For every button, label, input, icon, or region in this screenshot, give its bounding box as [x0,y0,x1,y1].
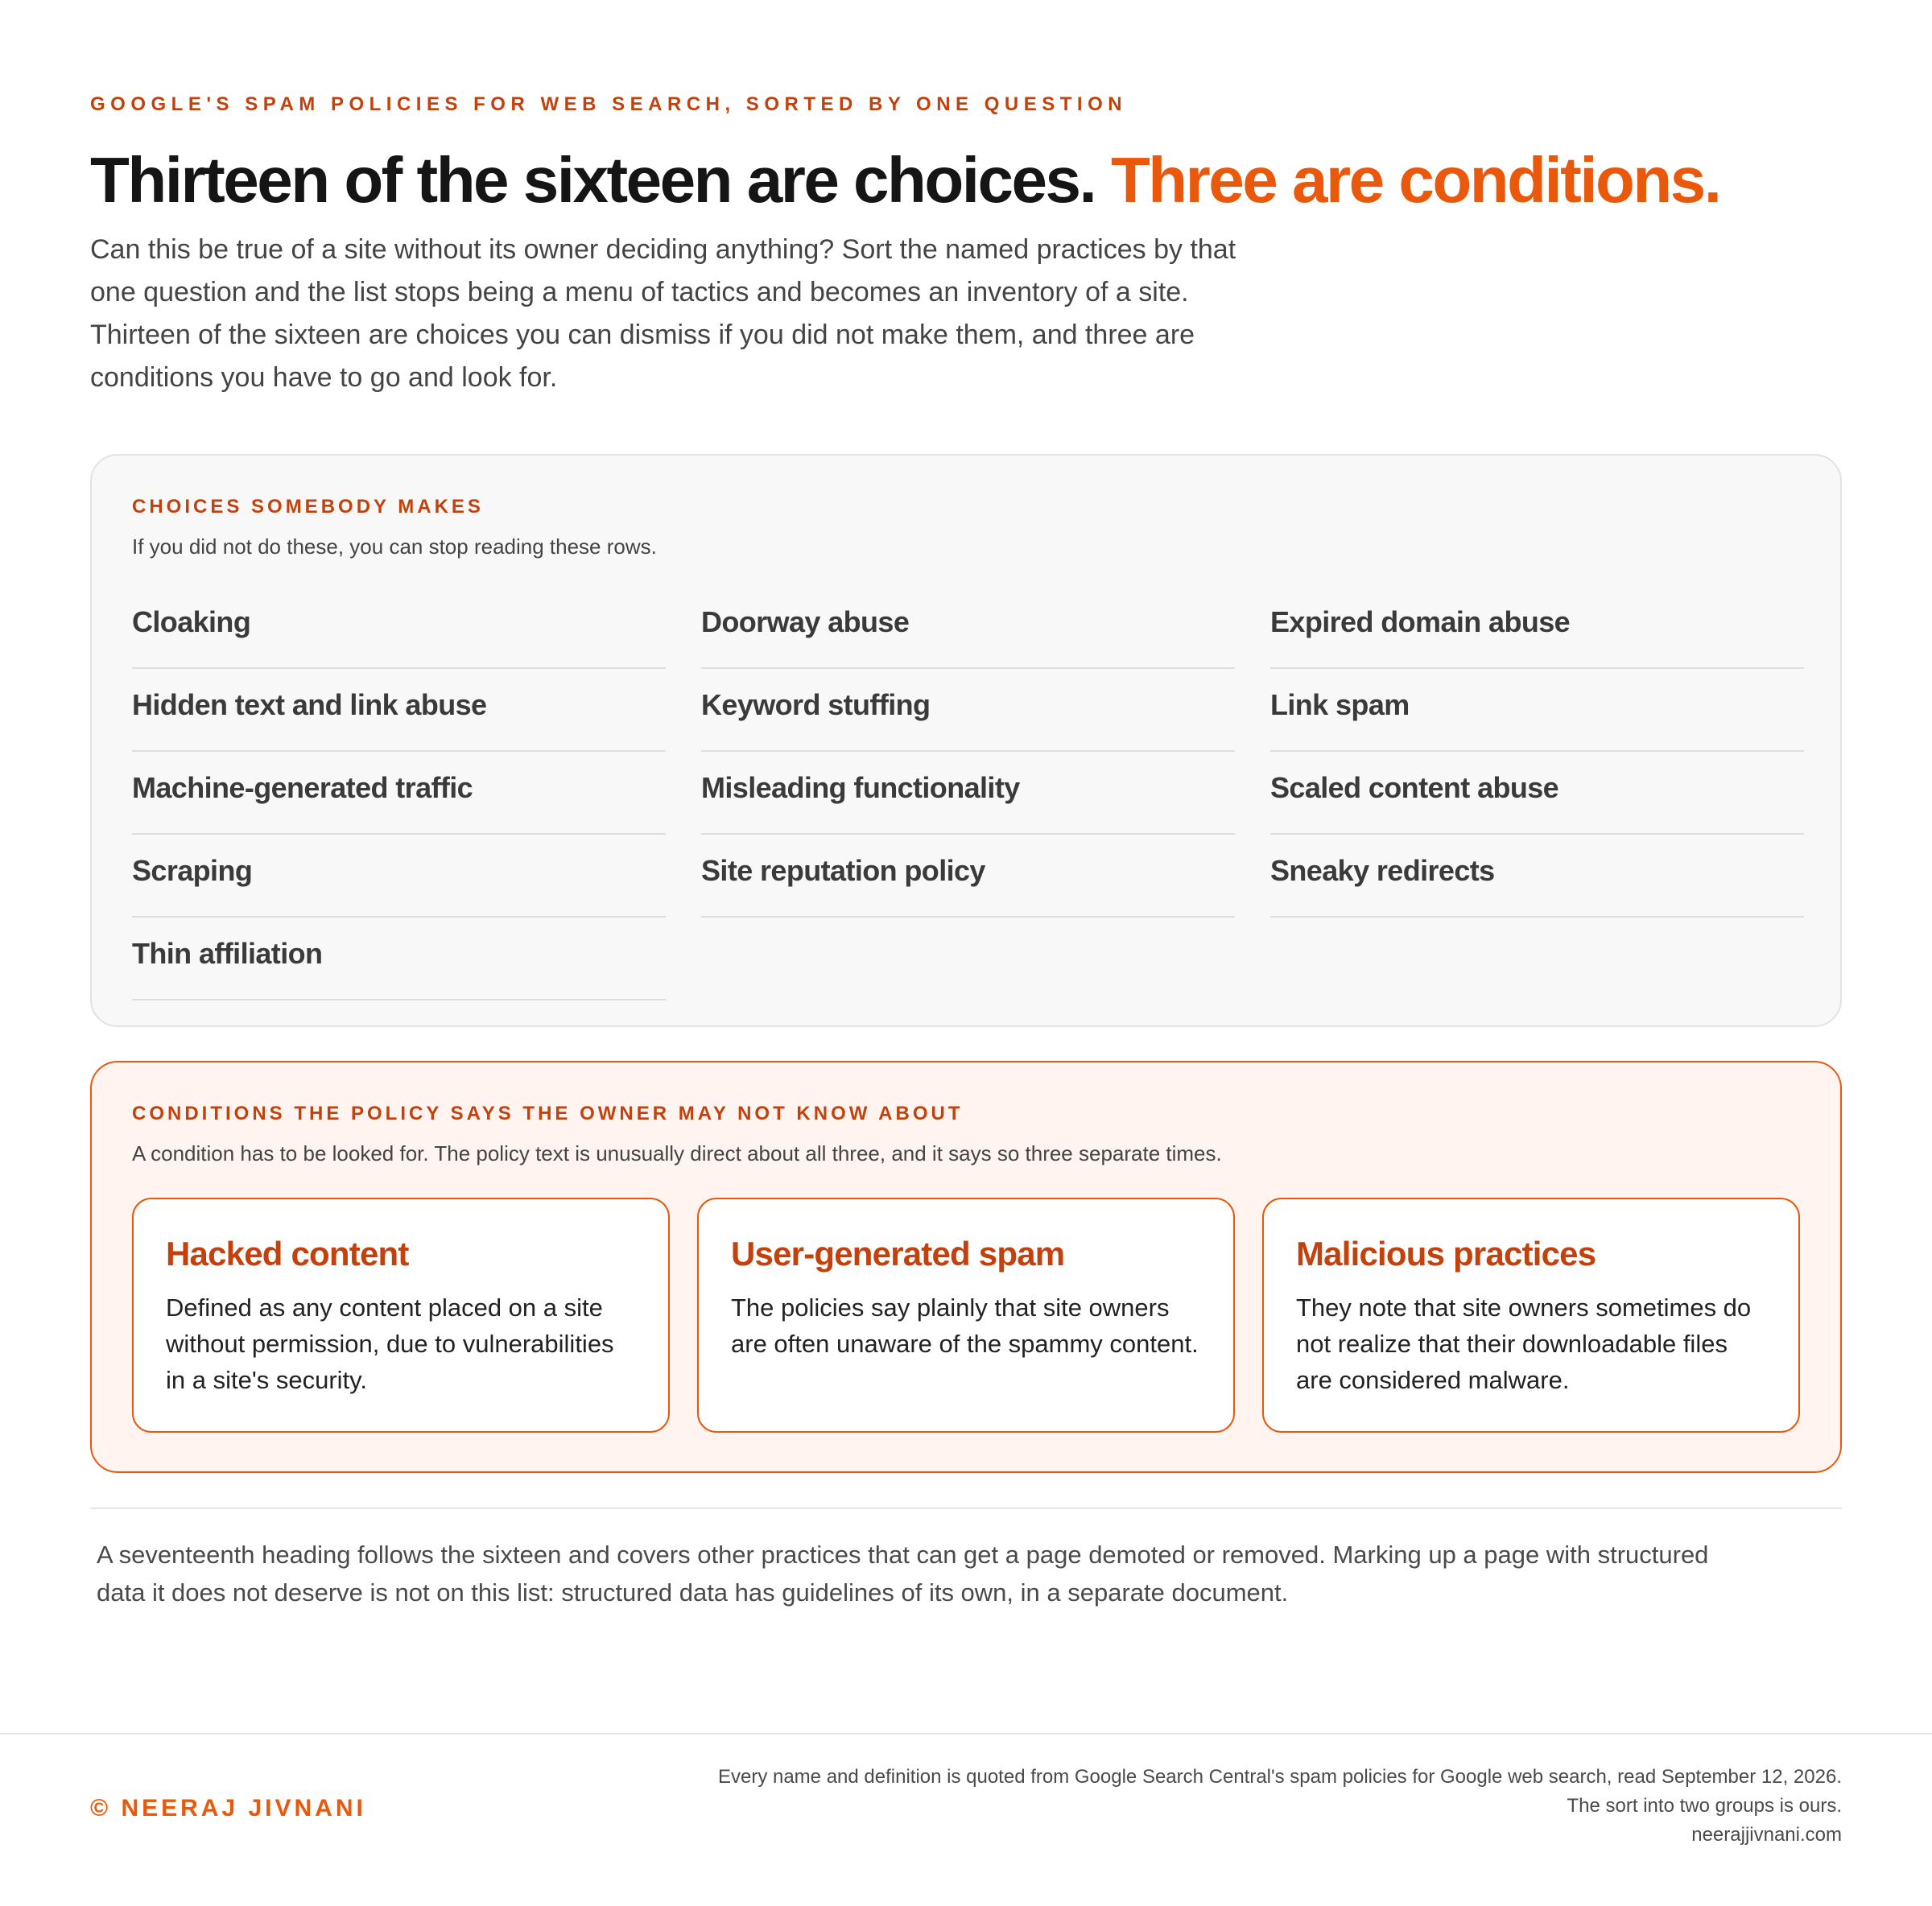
condition-card-body: They note that site owners sometimes do not realize that their downloadable files are considered malware. [1296,1293,1752,1394]
conditions-cards [132,1198,1803,1433]
headline-accent: Three are conditions. [1110,144,1720,216]
eyebrow: GOOGLE'S SPAM POLICIES FOR WEB SEARCH, SORTED BY ONE QUESTION [90,93,1128,115]
condition-card-body: Defined as any content placed on a site without permission, due to vulnerabilities in a site's security. [166,1293,614,1394]
list-item: Misleading functionality [701,752,1235,835]
choices-subtitle: If you did not do these, you can stop reading these rows. [132,534,657,559]
choices-label: CHOICES SOMEBODY MAKES [132,496,484,518]
headline-main: Thirteen of the sixteen are choices. [90,144,1096,216]
list-item: Machine-generated traffic [132,752,666,835]
list-item: Link spam [1270,669,1804,752]
list-item: Thin affiliation [132,918,666,1000]
list-item: Scaled content abuse [1270,752,1804,835]
footer-divider [0,1733,1932,1735]
list-item: Sneaky redirects [1270,835,1804,918]
footnote-paragraph: A seventeenth heading follows the sixteen and covers other practices that can get a page demoted or removed. Marking up a page with structured data it does not deserve is not on this list: structured data has guidelines of its own, in a separate document. [97,1541,1709,1607]
intro-paragraph: Can this be true of a site without its owner deciding anything? Sort the named practices by that one question and the list stops being a menu of tactics and becomes an inventory of a site. Thirteen of the sixteen are choices you can dismiss if you did not make them, and three are conditions you have to go and look for. [90,234,1236,393]
list-item: Keyword stuffing [701,669,1235,752]
conditions-panel [90,1061,1842,1473]
condition-card-malicious-practices [1262,1198,1800,1433]
condition-card-hacked-content [132,1198,670,1433]
condition-card-title: Malicious practices [1296,1235,1596,1273]
condition-card-user-generated-spam [697,1198,1235,1433]
source-note [715,1763,1842,1850]
divider [90,1508,1842,1509]
choices-panel [90,454,1842,1027]
condition-card-body: The policies say plainly that site owners are often unaware of the spammy content. [731,1293,1199,1358]
source-line: Every name and definition is quoted from Google Search Central's spam policies for Google web search, read September 12, 2026. The sort into two groups is ours. [717,1766,1842,1817]
source-url[interactable]: neerajjivnani.com [1691,1824,1842,1846]
choices-list [132,586,1803,1000]
conditions-subtitle: A condition has to be looked for. The policy text is unusually direct about all three, and it says so three separate times. [132,1141,1222,1165]
brand-copyright: © NEERAJ JIVNANI [90,1795,366,1821]
list-item: Site reputation policy [701,835,1235,918]
headline [90,142,1720,219]
list-item: Cloaking [132,586,666,669]
list-item: Hidden text and link abuse [132,669,666,752]
conditions-label: CONDITIONS THE POLICY SAYS THE OWNER MAY NOT KNOW ABOUT [132,1103,964,1124]
list-item: Doorway abuse [701,586,1235,669]
condition-card-title: User-generated spam [731,1235,1065,1273]
condition-card-title: Hacked content [166,1235,409,1273]
list-item: Expired domain abuse [1270,586,1804,669]
list-item: Scraping [132,835,666,918]
